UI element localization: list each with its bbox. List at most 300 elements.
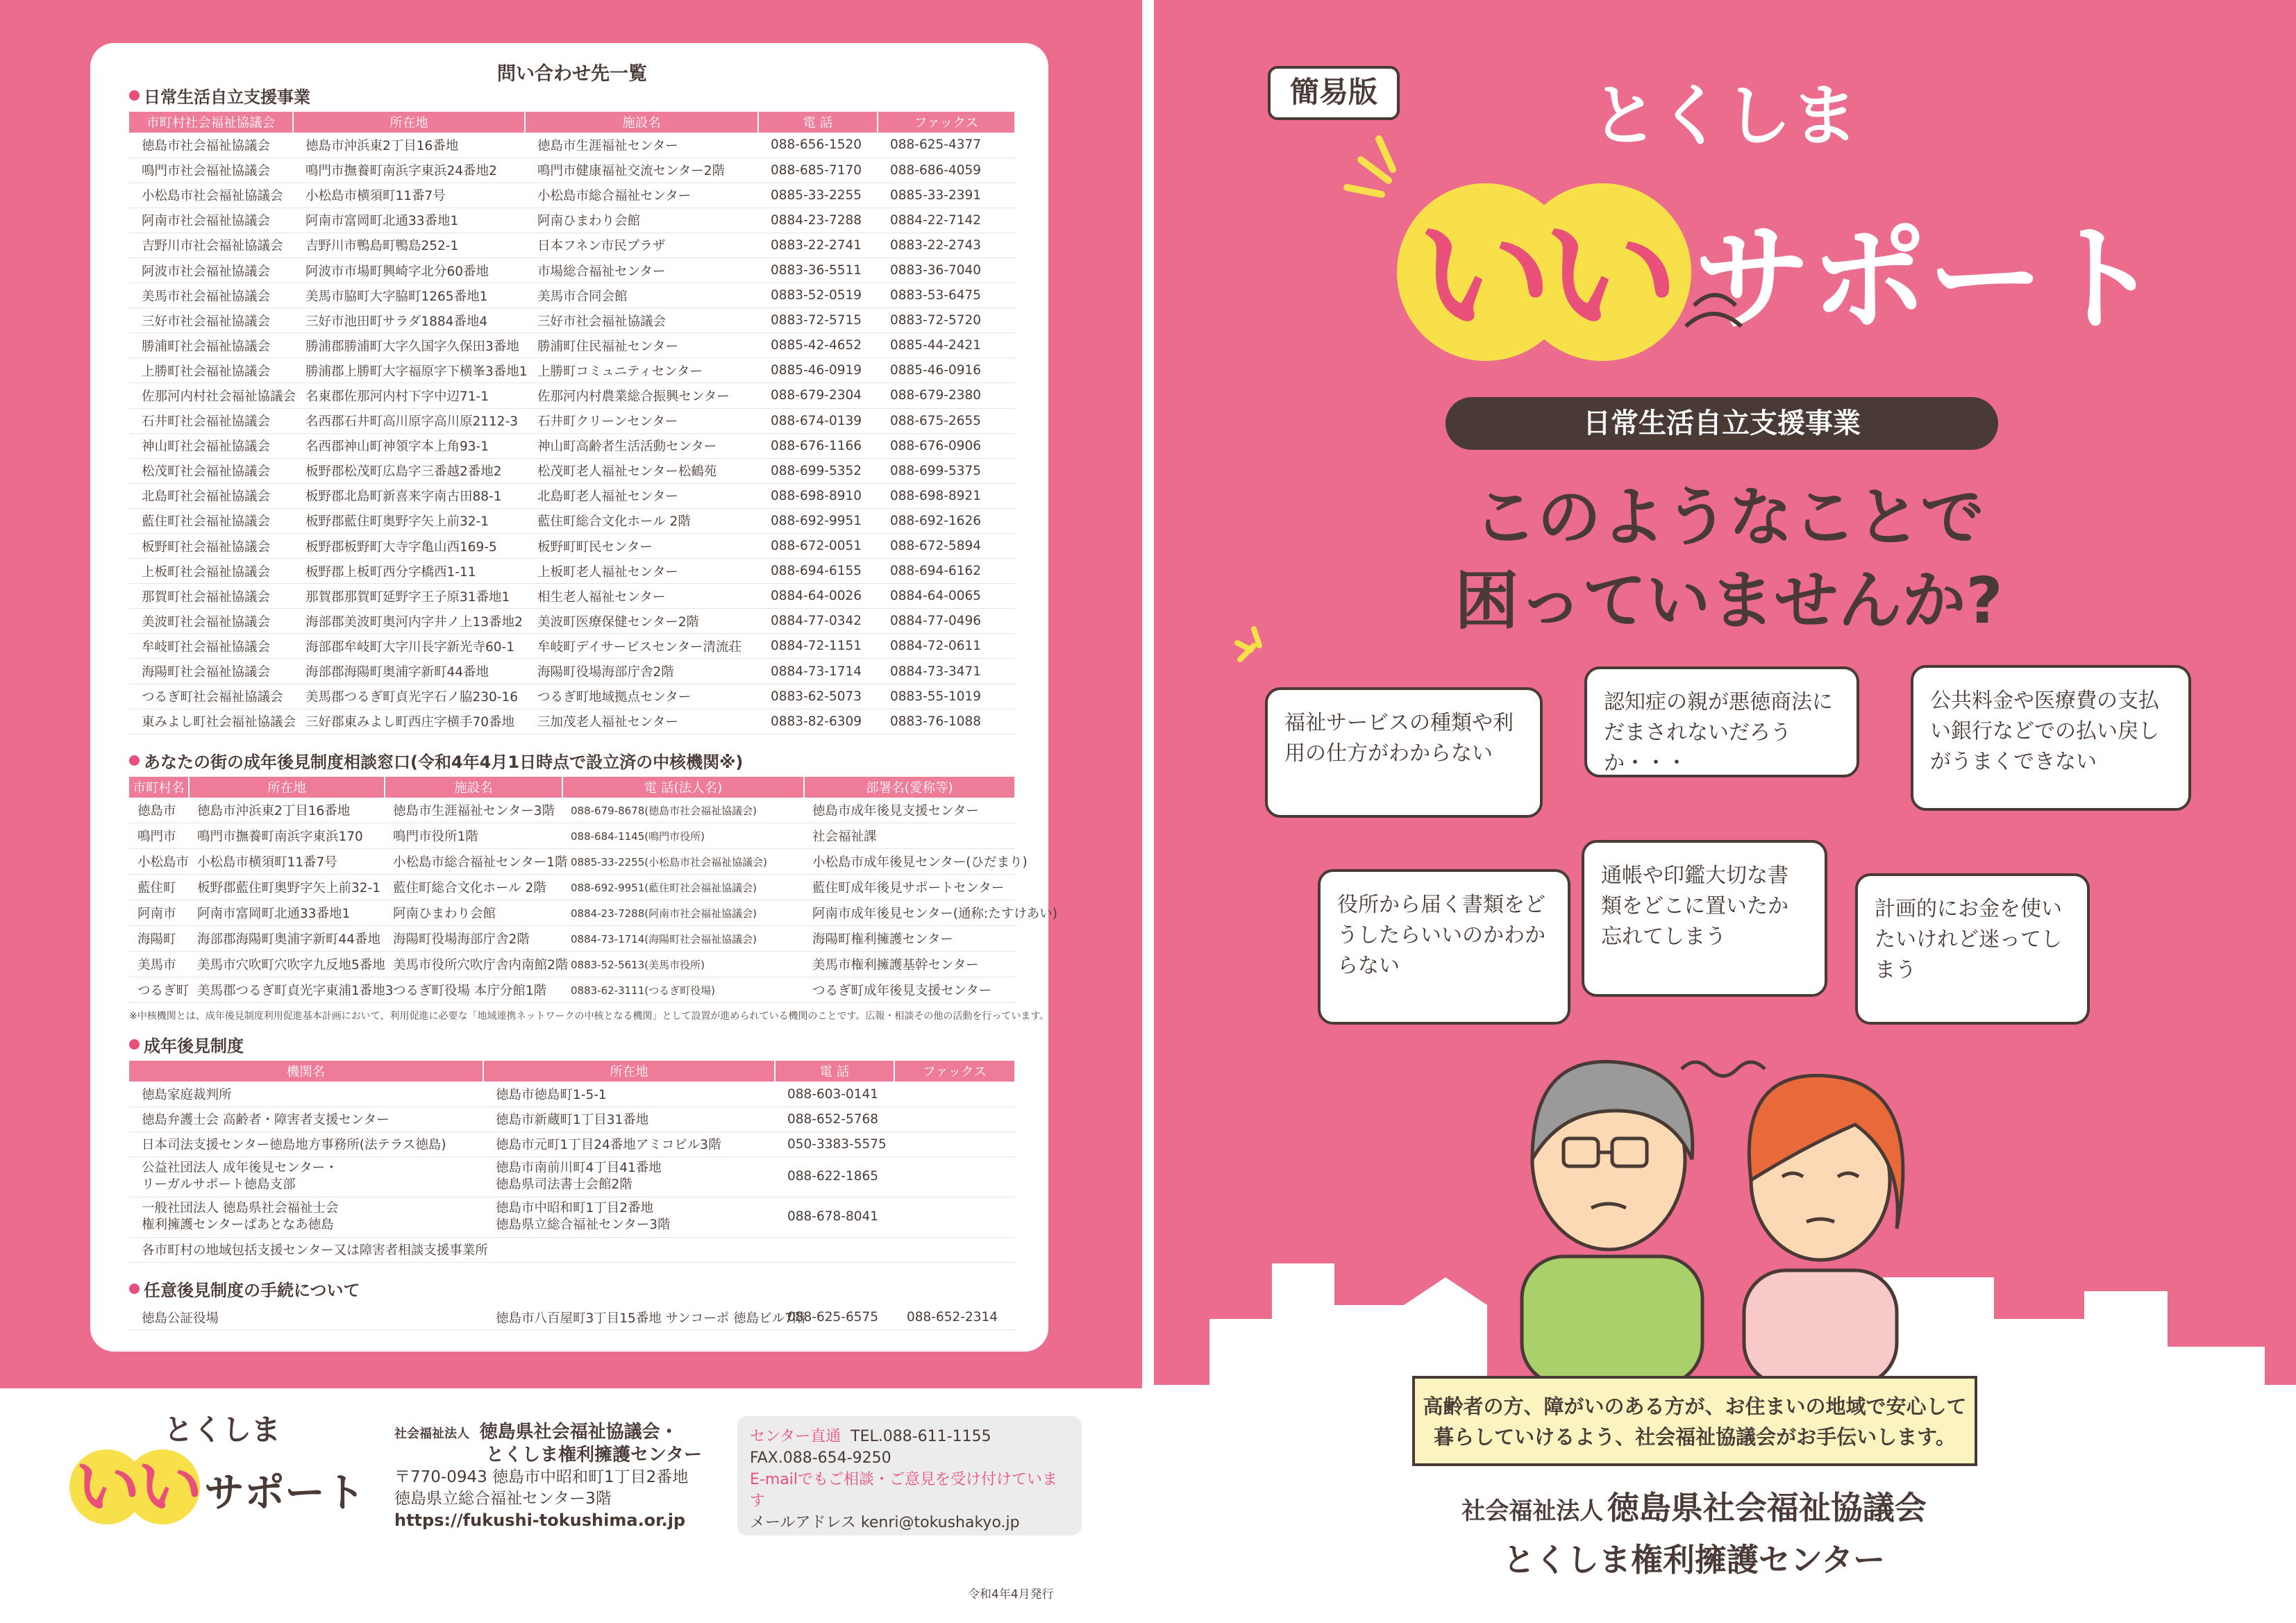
sparkle-icon bbox=[1233, 625, 1275, 666]
issue-date: 令和4年4月発行 bbox=[968, 1588, 1054, 1601]
table-cell: 美馬市役所穴吹庁舎内南館2階 bbox=[385, 952, 562, 977]
table-row bbox=[129, 977, 1015, 1003]
table-cell: 美馬市 bbox=[129, 952, 189, 977]
table-cell: 板野郡松茂町広島字三番越2番地2 bbox=[293, 458, 525, 483]
table-cell: 050-3383-5575 bbox=[775, 1132, 894, 1157]
table-cell: 阿南市成年後見センター(通称:たすけあい) bbox=[804, 900, 1015, 926]
table-cell: 美馬郡つるぎ町貞光字石ノ脇230-16 bbox=[293, 684, 525, 709]
table-cell: 0883-52-0519 bbox=[758, 283, 878, 308]
table-row bbox=[129, 508, 1015, 533]
contact-direct-label: センター直通 bbox=[750, 1428, 841, 1445]
table-row bbox=[129, 258, 1015, 283]
table-cell: 088-676-0906 bbox=[878, 433, 1015, 458]
table-cell: 阿南市富岡町北通33番地1 bbox=[293, 208, 525, 233]
bullet-dot-icon bbox=[129, 1039, 140, 1050]
adult-guardianship-table bbox=[129, 1061, 1016, 1263]
table-cell: 美馬市社会福祉協議会 bbox=[129, 283, 293, 308]
worried-couple-illustration bbox=[1154, 1027, 2296, 1385]
section-heading-voluntary-guardianship: 任意後見制度の手続について bbox=[129, 1277, 1015, 1301]
table-cell: 0884-72-0611 bbox=[878, 634, 1015, 659]
city-skyline bbox=[1209, 1263, 2265, 1385]
table-cell bbox=[894, 1132, 1015, 1157]
table-cell: 板野郡藍住町奥野字矢上前32-1 bbox=[189, 875, 385, 900]
table-cell: 088-694-6155 bbox=[758, 559, 878, 584]
table-row bbox=[129, 1237, 1015, 1262]
concern-bubble-payments: 公共料金や医療費の支払い銀行などでの払い戻しがうまくできない bbox=[1911, 665, 2191, 811]
daily-life-support-table bbox=[129, 112, 1016, 734]
table-cell: 徳島市元町1丁目24番地アミコビル3階 bbox=[483, 1132, 775, 1157]
table-cell: 東みよし町社会福祉協議会 bbox=[129, 709, 293, 734]
table-row bbox=[129, 233, 1015, 258]
table-cell: 美馬市穴吹町穴吹字九反地5番地 bbox=[189, 952, 385, 977]
table-cell: 藍住町 bbox=[129, 875, 189, 900]
table-cell: 勝浦町住民福祉センター bbox=[525, 333, 758, 358]
table-header-cell: 電 話 bbox=[775, 1061, 894, 1082]
headline-line-1: このようなことで bbox=[1473, 480, 1984, 555]
table-row bbox=[129, 709, 1015, 734]
table-cell: 0884-23-7288(阿南市社会福祉協議会) bbox=[562, 900, 804, 926]
table-cell: 藍住町社会福祉協議会 bbox=[129, 508, 293, 533]
table-cell: 088-686-4059 bbox=[878, 158, 1015, 183]
table-cell: 勝浦郡勝浦町大字久国字久保田3番地 bbox=[293, 333, 525, 358]
table-row bbox=[129, 684, 1015, 709]
table-cell: 0885-42-4652 bbox=[758, 333, 878, 358]
table-cell: 0883-55-1019 bbox=[878, 684, 1015, 709]
table-cell: 徳島市 bbox=[129, 798, 189, 823]
concern-bubble-welfare-services: 福祉サービスの種類や利用の仕方がわからない bbox=[1265, 687, 1543, 818]
table-row bbox=[129, 433, 1015, 458]
table-cell: 美馬市合同会館 bbox=[525, 283, 758, 308]
contact-fax: FAX.088-654-9250 bbox=[750, 1449, 891, 1467]
table-cell: 海陽町役場海部庁舎2階 bbox=[525, 659, 758, 684]
table-row bbox=[129, 1157, 1015, 1197]
table-row bbox=[129, 559, 1015, 584]
cover-organization bbox=[1423, 1486, 1965, 1582]
table-cell: 0884-73-1714(海陽町社会福祉協議会) bbox=[562, 926, 804, 952]
table-cell: 0885-46-0916 bbox=[878, 358, 1015, 383]
table-cell bbox=[894, 1157, 1015, 1197]
table-cell: 海部郡海陽町奥浦字新町44番地 bbox=[293, 659, 525, 684]
table-cell: 小松島市総合福祉センター bbox=[525, 183, 758, 208]
table-cell: 0885-33-2255 bbox=[758, 183, 878, 208]
table-cell: 0883-62-5073 bbox=[758, 684, 878, 709]
bullet-dot-icon bbox=[129, 1284, 140, 1294]
table-cell: 名西郡神山町神領字本上角93-1 bbox=[293, 433, 525, 458]
table-cell: 088-652-2314 bbox=[894, 1305, 1015, 1330]
table-row bbox=[129, 1082, 1015, 1107]
table-cell: 088-672-5894 bbox=[878, 534, 1015, 559]
table-cell: 板野郡北島町新喜来字南古田88-1 bbox=[293, 483, 525, 508]
table-cell: 小松島市横須町11番7号 bbox=[293, 183, 525, 208]
concern-bubble-fraud: 認知症の親が悪徳商法にだまされないだろうか・・・ bbox=[1584, 666, 1859, 777]
table-cell: 北島町老人福祉センター bbox=[525, 483, 758, 508]
table-cell: 社会福祉課 bbox=[804, 823, 1015, 849]
table-cell: 藍住町成年後見サポートセンター bbox=[804, 875, 1015, 900]
org-name-2: とくしま権利擁護センター bbox=[486, 1445, 702, 1465]
table-cell: 徳島市沖浜東2丁目16番地 bbox=[189, 798, 385, 823]
table-row bbox=[129, 458, 1015, 483]
table-cell: つるぎ町地域拠点センター bbox=[525, 684, 758, 709]
table-row bbox=[129, 383, 1015, 408]
table-row bbox=[129, 634, 1015, 659]
table-cell: 鳴門市撫養町南浜字東浜170 bbox=[189, 823, 385, 849]
org-name-1: 徳島県社会福祉協議会・ bbox=[479, 1422, 678, 1443]
woman-character bbox=[1744, 1075, 1903, 1385]
table-cell: 名東郡佐那河内村下字中辺71-1 bbox=[293, 383, 525, 408]
table-cell: 088-676-1166 bbox=[758, 433, 878, 458]
table-row bbox=[129, 659, 1015, 684]
table-cell: 徳島公証役場 bbox=[129, 1305, 483, 1330]
table-cell: 日本フネン市民プラザ bbox=[525, 233, 758, 258]
table-cell: 0883-36-7040 bbox=[878, 258, 1015, 283]
table-row bbox=[129, 358, 1015, 383]
table-cell: 0885-46-0919 bbox=[758, 358, 878, 383]
contact-box bbox=[737, 1416, 1082, 1536]
table-header-cell: 市町村社会福祉協議会 bbox=[129, 112, 293, 133]
mission-line-1: 高齢者の方、障がいのある方が、お住まいの地域で安心して bbox=[1423, 1395, 1967, 1418]
table-cell: 鳴門市 bbox=[129, 823, 189, 849]
table-cell: 0884-73-1714 bbox=[758, 659, 878, 684]
table-cell: 海陽町 bbox=[129, 926, 189, 952]
table-cell: 阿南市富岡町北通33番地1 bbox=[189, 900, 385, 926]
table-cell: 088-625-4377 bbox=[878, 133, 1015, 158]
table-cell: 鳴門市社会福祉協議会 bbox=[129, 158, 293, 183]
table-row bbox=[129, 798, 1015, 823]
table-cell: 0885-44-2421 bbox=[878, 333, 1015, 358]
table-cell: 088-694-6162 bbox=[878, 559, 1015, 584]
table-cell: 松茂町社会福祉協議会 bbox=[129, 458, 293, 483]
table-row bbox=[129, 1305, 1015, 1330]
simplified-edition-badge: 簡易版 bbox=[1268, 66, 1400, 120]
table-header-cell: ファックス bbox=[878, 112, 1015, 133]
table-cell: 上勝町社会福祉協議会 bbox=[129, 358, 293, 383]
table-cell: つるぎ町成年後見支援センター bbox=[804, 977, 1015, 1003]
table-cell: 日本司法支援センター徳島地方事務所(法テラス徳島) bbox=[129, 1132, 483, 1157]
table-cell: 阿波市市場町興崎字北分60番地 bbox=[293, 258, 525, 283]
table-header-cell: 施設名 bbox=[385, 777, 562, 798]
table-cell: 徳島市徳島町1-5-1 bbox=[483, 1082, 775, 1107]
table-cell: 鳴門市役所1階 bbox=[385, 823, 562, 849]
table-cell: つるぎ町 bbox=[129, 977, 189, 1003]
confusion-squiggle-icon bbox=[1682, 1062, 1765, 1076]
guardianship-consultation-table bbox=[129, 777, 1057, 1004]
table-row bbox=[129, 133, 1015, 158]
table-cell: 海部郡牟岐町大字川長字新光寺60-1 bbox=[293, 634, 525, 659]
table-cell: 勝浦町社会福祉協議会 bbox=[129, 333, 293, 358]
table-cell: 088-656-1520 bbox=[758, 133, 878, 158]
table-cell: 藍住町総合文化ホール 2階 bbox=[385, 875, 562, 900]
table-row bbox=[129, 283, 1015, 308]
table-cell: 徳島市中昭和町1丁目2番地 徳島県立総合福祉センター3階 bbox=[483, 1197, 775, 1237]
table-cell: 牟岐町社会福祉協議会 bbox=[129, 634, 293, 659]
table-cell bbox=[894, 1107, 1015, 1132]
table-header-cell: 機関名 bbox=[129, 1061, 483, 1082]
table-cell: 神山町社会福祉協議会 bbox=[129, 433, 293, 458]
logo-support: サポート bbox=[1694, 211, 2161, 347]
table-cell: 0883-82-6309 bbox=[758, 709, 878, 734]
table-cell: 0883-22-2741 bbox=[758, 233, 878, 258]
table-cell: 0884-77-0342 bbox=[758, 609, 878, 634]
table-cell: 徳島市生涯福祉センター3階 bbox=[385, 798, 562, 823]
table-cell: 0885-33-2391 bbox=[878, 183, 1015, 208]
logo-sparkle-icon bbox=[1347, 139, 1393, 194]
table-header-cell: ファックス bbox=[894, 1061, 1015, 1082]
table-cell: 板野町社会福祉協議会 bbox=[129, 534, 293, 559]
table-cell: 徳島市沖浜東2丁目16番地 bbox=[293, 133, 525, 158]
table-row bbox=[129, 875, 1015, 900]
table-cell: 088-684-1145(鳴門市役所) bbox=[562, 823, 804, 849]
mission-line-2: 暮らしていけるよう、社会福祉協議会がお手伝いします。 bbox=[1434, 1425, 1956, 1449]
org-url-link[interactable]: https://fukushi-tokushima.or.jp bbox=[394, 1511, 686, 1530]
cover-org-name-1: 徳島県社会福祉協議会 bbox=[1607, 1489, 1927, 1527]
table-cell: 三加茂老人福祉センター bbox=[525, 709, 758, 734]
org-building: 徳島県立総合福祉センター3階 bbox=[394, 1490, 612, 1508]
table-cell: 088-699-5375 bbox=[878, 458, 1015, 483]
table-cell: 小松島市 bbox=[129, 849, 189, 875]
table-cell: 088-678-8041 bbox=[775, 1197, 894, 1237]
headline-line-2: 困っていませんか? bbox=[1455, 564, 2003, 638]
table-row bbox=[129, 900, 1015, 926]
table-cell: 088-698-8910 bbox=[758, 483, 878, 508]
table-row bbox=[129, 823, 1015, 849]
table-cell: 美馬郡つるぎ町貞光字東浦1番地3 bbox=[189, 977, 385, 1003]
cover-org-label: 社会福祉法人 bbox=[1461, 1497, 1604, 1525]
contact-tel: TEL.088-611-1155 bbox=[850, 1428, 991, 1445]
table-cell: 0884-64-0065 bbox=[878, 584, 1015, 609]
table-header-cell: 施設名 bbox=[525, 112, 758, 133]
table-cell: 松茂町老人福祉センター松鶴苑 bbox=[525, 458, 758, 483]
table-row bbox=[129, 158, 1015, 183]
table-cell: 名西郡石井町高川原字高川原2112-3 bbox=[293, 408, 525, 433]
table-header-cell: 所在地 bbox=[483, 1061, 775, 1082]
table-cell: 徳島市成年後見支援センター bbox=[804, 798, 1015, 823]
table-cell: 海部郡海陽町奥浦字新町44番地 bbox=[189, 926, 385, 952]
section-heading-adult-guardianship: 成年後見制度 bbox=[129, 1032, 1015, 1057]
table-cell: 088-692-1626 bbox=[878, 508, 1015, 533]
table-cell: 藍住町総合文化ホール 2階 bbox=[525, 508, 758, 533]
table-cell: 小松島市総合福祉センター1階 bbox=[385, 849, 562, 875]
table-row bbox=[129, 1107, 1015, 1132]
table-cell: 上板町社会福祉協議会 bbox=[129, 559, 293, 584]
table-cell: 0883-52-5613(美馬市役所) bbox=[562, 952, 804, 977]
table-cell: 0883-62-3111(つるぎ町役場) bbox=[562, 977, 804, 1003]
table-cell: 海陽町社会福祉協議会 bbox=[129, 659, 293, 684]
table-cell: 板野郡藍住町奥野字矢上前32-1 bbox=[293, 508, 525, 533]
table-cell: 088-699-5352 bbox=[758, 458, 878, 483]
table-header-cell: 電 話 bbox=[758, 112, 878, 133]
table-cell: 088-674-0139 bbox=[758, 408, 878, 433]
table-cell: 公益社団法人 成年後見センター・ リーガルサポート徳島支部 bbox=[129, 1157, 483, 1197]
table-header-cell: 所在地 bbox=[293, 112, 525, 133]
table-cell: 海部郡美波町奥河内字井ノ上13番地2 bbox=[293, 609, 525, 634]
table-cell: 088-672-0051 bbox=[758, 534, 878, 559]
table-cell: 牟岐町デイサービスセンター清流荘 bbox=[525, 634, 758, 659]
table-cell: 阿南市 bbox=[129, 900, 189, 926]
concern-bubble-money-planning: 計画的にお金を使いたいけれど迷ってしまう bbox=[1855, 873, 2090, 1025]
table-cell: 088-679-2304 bbox=[758, 383, 878, 408]
table-cell: 088-698-8921 bbox=[878, 483, 1015, 508]
table-cell: 0884-22-7142 bbox=[878, 208, 1015, 233]
table-header-cell: 所在地 bbox=[189, 777, 385, 798]
table-header-cell: 部署名(愛称等) bbox=[804, 777, 1015, 798]
org-address: 〒770-0943 徳島市中昭和町1丁目2番地 bbox=[394, 1468, 689, 1486]
table-cell: 勝浦郡上勝町大字福原字下横峯3番地1 bbox=[293, 358, 525, 383]
organization-info bbox=[394, 1422, 702, 1531]
org-label: 社会福祉法人 bbox=[394, 1427, 469, 1441]
table-cell: 徳島市新蔵町1丁目31番地 bbox=[483, 1107, 775, 1132]
table-cell: 三好市社会福祉協議会 bbox=[525, 308, 758, 333]
table-cell: 0883-72-5720 bbox=[878, 308, 1015, 333]
table-cell: 088-625-6575 bbox=[775, 1305, 894, 1330]
table-cell: 板野郡板野町大寺字亀山西169-5 bbox=[293, 534, 525, 559]
table-cell: 0884-64-0026 bbox=[758, 584, 878, 609]
section-heading-daily-life: 日常生活自立支援事業 bbox=[129, 83, 1015, 108]
table-cell: 088-685-7170 bbox=[758, 158, 878, 183]
contact-email[interactable]: メールアドレス kenri@tokushakyo.jp bbox=[750, 1514, 1020, 1531]
table-row bbox=[129, 926, 1015, 952]
core-institution-note: ※中核機関とは、成年後見制度利用促進基本計画において、利用促進に必要な「地域連携ネットワークの中核となる機関」として設置が進められている機関のことです。広報・相談その他の活動を行っています。 bbox=[129, 1011, 1050, 1023]
table-cell: 一般社団法人 徳島県社会福祉士会 権利擁護センターぱあとなあ徳島 bbox=[129, 1197, 483, 1237]
table-cell: 三好郡東みよし町西庄字横手70番地 bbox=[293, 709, 525, 734]
table-cell: 徳島弁護士会 高齢者・障害者支援センター bbox=[129, 1107, 483, 1132]
table-cell: 美波町医療保健センター2階 bbox=[525, 609, 758, 634]
table-cell: 088-692-9951 bbox=[758, 508, 878, 533]
table-row bbox=[129, 183, 1015, 208]
table-row bbox=[129, 483, 1015, 508]
table-header-cell: 市町村名 bbox=[129, 777, 189, 798]
logo-small-ii: いい bbox=[75, 1449, 201, 1525]
table-cell: 那賀郡那賀町延野字王子原31番地1 bbox=[293, 584, 525, 609]
table-cell: 三好市池田町サラダ1884番地4 bbox=[293, 308, 525, 333]
table-cell: 088-603-0141 bbox=[775, 1082, 894, 1107]
table-cell: 上板町老人福祉センター bbox=[525, 559, 758, 584]
table-row bbox=[129, 584, 1015, 609]
table-cell: 阿南ひまわり会館 bbox=[385, 900, 562, 926]
table-cell: 小松島市横須町11番7号 bbox=[189, 849, 385, 875]
voluntary-guardianship-table bbox=[129, 1305, 1015, 1331]
table-cell: 吉野川市社会福祉協議会 bbox=[129, 233, 293, 258]
table-cell: 088-675-2655 bbox=[878, 408, 1015, 433]
table-cell: 石井町社会福祉協議会 bbox=[129, 408, 293, 433]
table-row bbox=[129, 308, 1015, 333]
table-cell: 海陽町権利擁護センター bbox=[804, 926, 1015, 952]
table-cell bbox=[894, 1082, 1015, 1107]
table-cell: 石井町クリーンセンター bbox=[525, 408, 758, 433]
logo-tokushima-title: とくしま bbox=[1591, 77, 1858, 155]
table-cell: 三好市社会福祉協議会 bbox=[129, 308, 293, 333]
contact-list-card bbox=[90, 43, 1057, 1352]
bullet-dot-icon bbox=[129, 755, 140, 766]
contact-email-note: E-mailでもご相談・ご意見を受け付けています bbox=[750, 1471, 1057, 1510]
table-cell: つるぎ町役場 本庁分館1階 bbox=[385, 977, 562, 1003]
table-cell: 0884-23-7288 bbox=[758, 208, 878, 233]
table-cell: 美波町社会福祉協議会 bbox=[129, 609, 293, 634]
table-cell: 佐那河内村農業総合振興センター bbox=[525, 383, 758, 408]
bullet-dot-icon bbox=[129, 90, 140, 101]
table-cell: 市場総合福祉センター bbox=[525, 258, 758, 283]
table-cell: 0883-36-5511 bbox=[758, 258, 878, 283]
table-cell: 0884-72-1151 bbox=[758, 634, 878, 659]
table-cell: 0884-77-0496 bbox=[878, 609, 1015, 634]
table-cell: 上勝町コミュニティセンター bbox=[525, 358, 758, 383]
mission-statement-box bbox=[1412, 1376, 1977, 1466]
cover-org-name-2: とくしま権利擁護センター bbox=[1502, 1541, 1886, 1579]
table-row bbox=[129, 1197, 1015, 1237]
concern-bubble-documents: 役所から届く書類をどうしたらいいのかわからない bbox=[1318, 869, 1570, 1025]
table-cell: 088-622-1865 bbox=[775, 1157, 894, 1197]
table-cell bbox=[894, 1197, 1015, 1237]
table-cell: 0884-73-3471 bbox=[878, 659, 1015, 684]
logo-ii: いい bbox=[1416, 198, 1670, 356]
table-cell: 小松島市成年後見センター(ひだまり) bbox=[804, 849, 1015, 875]
table-cell: 0883-72-5715 bbox=[758, 308, 878, 333]
table-cell: 0883-22-2743 bbox=[878, 233, 1015, 258]
table-cell: 徳島市南前川町4丁目41番地 徳島県司法書士会館2階 bbox=[483, 1157, 775, 1197]
table-cell: 088-652-5768 bbox=[775, 1107, 894, 1132]
table-cell: 板野郡上板町西分字橋西1-11 bbox=[293, 559, 525, 584]
table-cell: 佐那河内村社会福祉協議会 bbox=[129, 383, 293, 408]
table-cell: 088-679-8678(徳島市社会福祉協議会) bbox=[562, 798, 804, 823]
table-row bbox=[129, 333, 1015, 358]
table-cell: 美馬市権利擁護基幹センター bbox=[804, 952, 1015, 977]
table-cell: 徳島市生涯福祉センター bbox=[525, 133, 758, 158]
table-row bbox=[129, 849, 1015, 875]
table-row bbox=[129, 952, 1015, 977]
table-cell: 板野町町民センター bbox=[525, 534, 758, 559]
table-cell: 北島町社会福祉協議会 bbox=[129, 483, 293, 508]
table-cell: 0885-33-2255(小松島市社会福祉協議会) bbox=[562, 849, 804, 875]
table-cell: 美馬市脇町大字脇町1265番地1 bbox=[293, 283, 525, 308]
logo-small-tokushima: とくしま bbox=[164, 1413, 281, 1447]
table-cell: 神山町高齢者生活活動センター bbox=[525, 433, 758, 458]
iisupport-logo-large bbox=[1319, 69, 2161, 361]
table-cell: 鳴門市健康福祉交流センター2階 bbox=[525, 158, 758, 183]
headline bbox=[1382, 476, 2076, 643]
table-cell: 徳島市社会福祉協議会 bbox=[129, 133, 293, 158]
table-row bbox=[129, 208, 1015, 233]
table-cell: 0883-76-1088 bbox=[878, 709, 1015, 734]
table-row bbox=[129, 609, 1015, 634]
table-cell: 各市町村の地域包括支援センター又は障害者相談支援事業所 bbox=[129, 1237, 1015, 1262]
logo-small-support: サポート bbox=[204, 1469, 366, 1516]
concern-bubble-bankbook: 通帳や印鑑大切な書類をどこに置いたか忘れてしまう bbox=[1582, 840, 1827, 997]
table-header-cell: 電 話(法人名) bbox=[562, 777, 804, 798]
man-character bbox=[1522, 1061, 1702, 1385]
table-cell: 阿南市社会福祉協議会 bbox=[129, 208, 293, 233]
table-cell: 阿波市社会福祉協議会 bbox=[129, 258, 293, 283]
topic-label: 日常生活自立支援事業 bbox=[1446, 397, 1998, 450]
table-row bbox=[129, 408, 1015, 433]
iisupport-logo-small bbox=[61, 1404, 374, 1542]
table-cell: つるぎ町社会福祉協議会 bbox=[129, 684, 293, 709]
table-cell: 鳴門市撫養町南浜字東浜24番地2 bbox=[293, 158, 525, 183]
table-row bbox=[129, 1132, 1015, 1157]
table-cell: 阿南ひまわり会館 bbox=[525, 208, 758, 233]
table-cell: 相生老人福祉センター bbox=[525, 584, 758, 609]
table-cell: 088-692-9951(藍住町社会福祉協議会) bbox=[562, 875, 804, 900]
table-cell: 徳島市八百屋町3丁目15番地 サンコーポ 徳島ビル7階 bbox=[483, 1305, 775, 1330]
section-heading-guardianship-consultation: あなたの街の成年後見制度相談窓口(令和4年4月1日時点で設立済の中核機関※) bbox=[129, 748, 1015, 773]
table-cell: 吉野川市鴨島町鴨島252-1 bbox=[293, 233, 525, 258]
table-cell: 0883-53-6475 bbox=[878, 283, 1015, 308]
table-cell: 海陽町役場海部庁舎2階 bbox=[385, 926, 562, 952]
contact-list-title: 問い合わせ先一覧 bbox=[497, 63, 647, 85]
table-cell: 088-679-2380 bbox=[878, 383, 1015, 408]
table-cell: 徳島家庭裁判所 bbox=[129, 1082, 483, 1107]
table-cell: 小松島市社会福祉協議会 bbox=[129, 183, 293, 208]
table-row bbox=[129, 534, 1015, 559]
table-cell: 那賀町社会福祉協議会 bbox=[129, 584, 293, 609]
